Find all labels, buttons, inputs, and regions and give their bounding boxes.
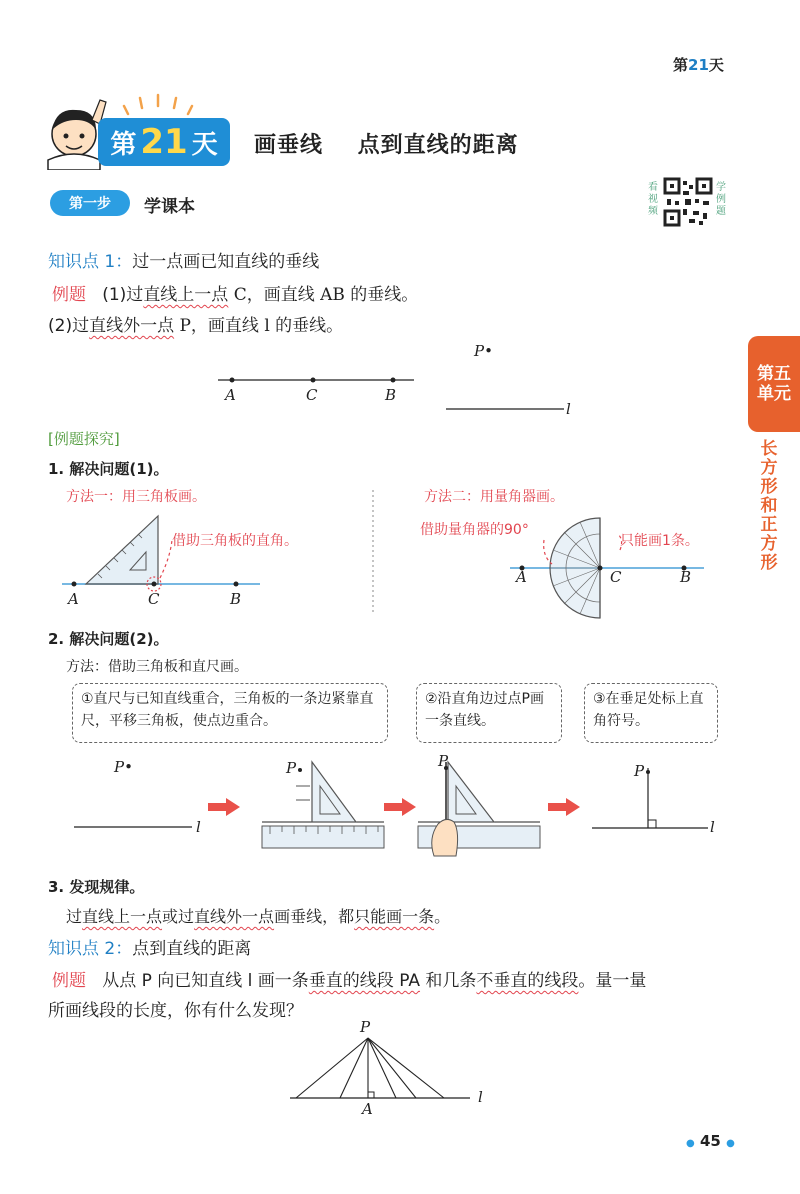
day-suffix: 天 bbox=[708, 56, 724, 74]
solve-1-heading: 1. 解决问题(1)。 bbox=[48, 460, 169, 478]
s2-point-p-4: P bbox=[634, 762, 645, 780]
method-3-label: 方法：借助三角板和直尺画。 bbox=[66, 659, 248, 675]
m1-label-a: A bbox=[68, 590, 79, 608]
section-divider bbox=[371, 490, 375, 614]
method-1-label: 方法一：用三角板画。 bbox=[66, 489, 206, 505]
arrow-right-icon bbox=[546, 796, 582, 818]
s2-label-l-4: l bbox=[710, 818, 715, 836]
m2-label-a: A bbox=[516, 568, 527, 586]
example-2-line-1: 例题 从点 P 向已知直线 l 画一条垂直的线段 PA 和几条不垂直的线段。量一量 bbox=[52, 971, 647, 991]
method-1-note: 借助三角板的直角。 bbox=[172, 533, 298, 549]
m1-label-b: B bbox=[230, 590, 242, 608]
step-box-2: ②沿直角边过点P画一条直线。 bbox=[416, 683, 562, 743]
step-box-3: ③在垂足处标上直角符号。 bbox=[584, 683, 718, 743]
line-l-diagram bbox=[444, 404, 568, 414]
example-tag: 例题 bbox=[52, 285, 86, 305]
page-number bbox=[686, 1132, 735, 1150]
q1-pre: (1)过 bbox=[102, 285, 144, 305]
step-box-1: ①直尺与已知直线重合，三角板的一条边紧靠直尺，平移三角板，使点边重合。 bbox=[72, 683, 388, 743]
ruler-square-step-2 bbox=[416, 756, 542, 860]
q1-post: C，画直线 AB 的垂线。 bbox=[228, 285, 419, 305]
knowledge-point-2-title bbox=[48, 934, 251, 959]
label-c: C bbox=[306, 386, 318, 404]
ruler-square-step-1 bbox=[260, 756, 386, 852]
chapter-label: 长方形和正方形 bbox=[760, 439, 778, 573]
rule-statement: 过直线上一点或过直线外一点画垂线，都只能画一条。 bbox=[66, 907, 451, 926]
k2-label-a: A bbox=[362, 1100, 373, 1118]
label-a: A bbox=[225, 386, 236, 404]
badge-number: 21 bbox=[140, 122, 188, 162]
example-1-line-1 bbox=[52, 280, 418, 305]
solve-3-heading: 3. 发现规律。 bbox=[48, 878, 145, 896]
q2-emphasis: 直线外一点 bbox=[89, 316, 175, 336]
m2-label-c: C bbox=[610, 568, 622, 586]
day-number: 21 bbox=[688, 56, 709, 74]
qr-right-caption: 学例题 bbox=[716, 182, 726, 217]
kp2-text: 点到直线的距离 bbox=[132, 939, 252, 959]
kp1-prefix: 知识点 1： bbox=[48, 252, 133, 272]
explore-tag: [例题探究] bbox=[48, 430, 120, 448]
label-p: P• bbox=[474, 342, 493, 360]
day-badge bbox=[98, 118, 230, 166]
s2-line-1 bbox=[72, 822, 196, 832]
page-number-value: 45 bbox=[699, 1132, 721, 1150]
sun-rays-icon bbox=[118, 90, 198, 118]
m1-label-c: C bbox=[148, 590, 160, 608]
arrow-right-icon bbox=[206, 796, 242, 818]
k2-label-p: P bbox=[360, 1018, 371, 1036]
arrow-right-icon bbox=[382, 796, 418, 818]
dot-icon: ● bbox=[726, 1138, 735, 1149]
dot-icon: ● bbox=[686, 1138, 695, 1149]
q2-pre: (2)过 bbox=[48, 316, 90, 336]
method-2-note-2: 只能画1条。 bbox=[620, 533, 699, 549]
perpendicular-result bbox=[590, 760, 714, 832]
badge-day: 第 bbox=[110, 129, 137, 160]
solve-2-heading: 2. 解决问题(2)。 bbox=[48, 630, 169, 648]
s2-label-l-1: l bbox=[196, 818, 201, 836]
s2-point-p-1: P• bbox=[114, 758, 133, 776]
qr-code-icon[interactable] bbox=[663, 177, 713, 227]
unit-label: 第五单元 bbox=[757, 364, 791, 404]
badge-suffix: 天 bbox=[191, 129, 218, 160]
day-indicator bbox=[673, 54, 724, 75]
method-2-label: 方法二：用量角器画。 bbox=[424, 489, 564, 505]
s2-point-p-2: P bbox=[286, 759, 297, 777]
example-2-tag: 例题 bbox=[52, 971, 86, 991]
method-2-note-1: 借助量角器的90° bbox=[420, 522, 529, 538]
day-prefix: 第 bbox=[673, 56, 689, 74]
example-2-line-2: 所画线段的长度，你有什么发现？ bbox=[48, 1001, 303, 1021]
qr-left-caption: 看视频 bbox=[648, 182, 658, 217]
example-1-line-2 bbox=[48, 311, 343, 336]
protractor-diagram bbox=[508, 510, 708, 620]
step-label: 学课本 bbox=[144, 197, 195, 217]
kp2-prefix: 知识点 2： bbox=[48, 939, 133, 959]
s2-point-p-3: P bbox=[438, 752, 449, 770]
q2-post: P，画直线 l 的垂线。 bbox=[174, 316, 344, 336]
label-b: B bbox=[385, 386, 397, 404]
knowledge-point-1-title bbox=[48, 247, 319, 272]
kp1-text: 过一点画已知直线的垂线 bbox=[132, 252, 320, 272]
unit-side-tab bbox=[748, 336, 800, 432]
k2-label-l: l bbox=[478, 1088, 483, 1106]
q1-emphasis: 直线上一点 bbox=[143, 285, 229, 305]
page-title: 画垂线 点到直线的距离 bbox=[254, 133, 519, 158]
point-line-distance-diagram bbox=[288, 1034, 472, 1102]
m2-label-b: B bbox=[680, 568, 692, 586]
label-l: l bbox=[566, 400, 571, 418]
step-pill: 第一步 bbox=[50, 190, 130, 216]
